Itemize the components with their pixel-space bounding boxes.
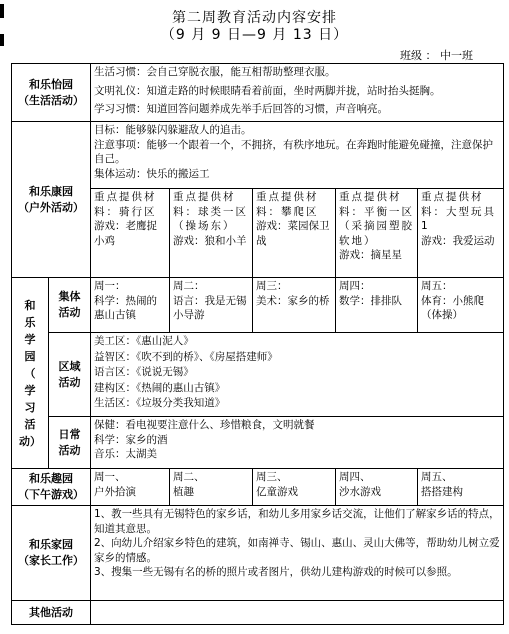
row-study-zone — [12, 333, 504, 417]
row-health — [12, 122, 504, 189]
family-line: 1、教一些具有无锡特色的家乡话，和幼儿多用家乡话交流，让他们了解家乡话的特点，知道其意思。 — [94, 508, 500, 535]
life-line: 学习习惯：知道回答问题养成先举手后回答的习惯，声音响亮。 — [94, 103, 388, 115]
row-fun — [12, 469, 504, 506]
group-day: 周五： 体育：小熊爬（体操） — [418, 278, 504, 333]
group-day: 周四： 数学：排排队 — [336, 278, 418, 333]
health-area: 重点提供材料：大型玩具1 游戏：我爱运动 — [418, 189, 504, 278]
family-line: 2、向幼儿介绍家乡特色的建筑，如南禅寺、锡山、惠山、灵山大佛等，帮助幼儿树立爱家乡的情感。 — [94, 537, 500, 564]
daily-line: 音乐：太湖美 — [94, 448, 157, 460]
date-range: （9 月 9 日—9 月 13 日） — [160, 27, 349, 43]
zone-activity-label: 区域 活动 — [49, 333, 91, 417]
health-header: 和乐康园 （户外活动） — [12, 122, 91, 278]
daily-line: 科学：家乡的酒 — [94, 433, 168, 446]
health-content — [91, 122, 504, 189]
fun-day: 周四、 沙水游戏 — [336, 469, 418, 506]
row-study-daily — [12, 417, 504, 469]
life-header: 和乐怡园 （生活活动） — [12, 64, 91, 122]
row-study-group — [12, 278, 504, 333]
daily-content — [91, 417, 504, 469]
other-header: 其他活动 — [12, 601, 91, 625]
health-line: 集体运动：快乐的搬运工 — [94, 167, 210, 180]
group-day: 周一： 科学：热闹的惠山古镇 — [91, 278, 170, 333]
daily-activity-label: 日常 活动 — [49, 417, 91, 469]
page-title: 第二周教育活动内容安排 — [172, 10, 337, 26]
study-header: 和 乐 学 园 （ 学 习 活 动） — [12, 278, 49, 469]
zone-content — [91, 333, 504, 417]
class-label: 班级 ： 中一班 — [400, 49, 473, 62]
zone-line: 美工区：《惠山泥人》 — [94, 335, 194, 347]
fun-day: 周五、 搭搭建构 — [418, 469, 504, 506]
family-header: 和乐家园 （家长工作） — [12, 506, 91, 601]
family-line: 3、搜集一些无锡有名的桥的照片或者图片，供幼儿建构游戏的时候可以参照。 — [94, 566, 458, 578]
row-life — [12, 64, 504, 122]
family-content — [91, 506, 504, 601]
fun-day: 周一、 户外拾演 — [91, 469, 170, 506]
row-other — [12, 601, 504, 625]
schedule-table — [11, 63, 504, 625]
life-line: 生活习惯：会自己穿脱衣服，能互相帮助整理衣服。 — [94, 66, 336, 78]
zone-line: 益智区：《吹不到的桥》、《房屋搭建师》 — [94, 350, 278, 363]
row-family — [12, 506, 504, 601]
zone-line: 语言区：《说说无锡》 — [94, 366, 194, 378]
health-area: 重点提供材料：球类一区（操场东） 游戏：狼和小羊 — [170, 189, 253, 278]
health-area: 重点提供材料：平衡一区（采摘园塑胶软地） 游戏：摘星星 — [336, 189, 418, 278]
zone-line: 建构区：《热闹的惠山古镇》 — [94, 381, 226, 394]
group-day: 周二： 语言：我是无锡小导游 — [170, 278, 253, 333]
health-line: 目标：能够躲闪躲避敌人的追击。 — [94, 124, 252, 136]
other-content — [91, 601, 504, 625]
life-content — [91, 64, 504, 122]
health-area: 重点提供材料：攀爬区 游戏：菜园保卫战 — [253, 189, 336, 278]
group-activity-label: 集体 活动 — [49, 278, 91, 333]
life-line: 文明礼仪：知道走路的时候眼睛看着前面，坐时两脚并拢，站时抬头挺胸。 — [94, 84, 441, 97]
health-line: 注意事项：能够一个跟着一个，不拥挤，有秩序地玩。在奔跑时能避免碰撞，注意保护自己。 — [94, 138, 493, 165]
fun-day: 周二、 植趣 — [170, 469, 253, 506]
daily-line: 保健：看电视要注意什么、珍惜粮食，文明就餐 — [94, 419, 315, 431]
fun-header: 和乐趣园 （下午游戏） — [12, 469, 91, 506]
group-day: 周三： 美术：家乡的桥 — [253, 278, 336, 333]
fun-day: 周三、 亿童游戏 — [253, 469, 336, 506]
health-area: 重点提供材料：骑行区 游戏：老鹰捉小鸡 — [91, 189, 170, 278]
zone-line: 生活区：《垃圾分类我知道》 — [94, 397, 226, 409]
